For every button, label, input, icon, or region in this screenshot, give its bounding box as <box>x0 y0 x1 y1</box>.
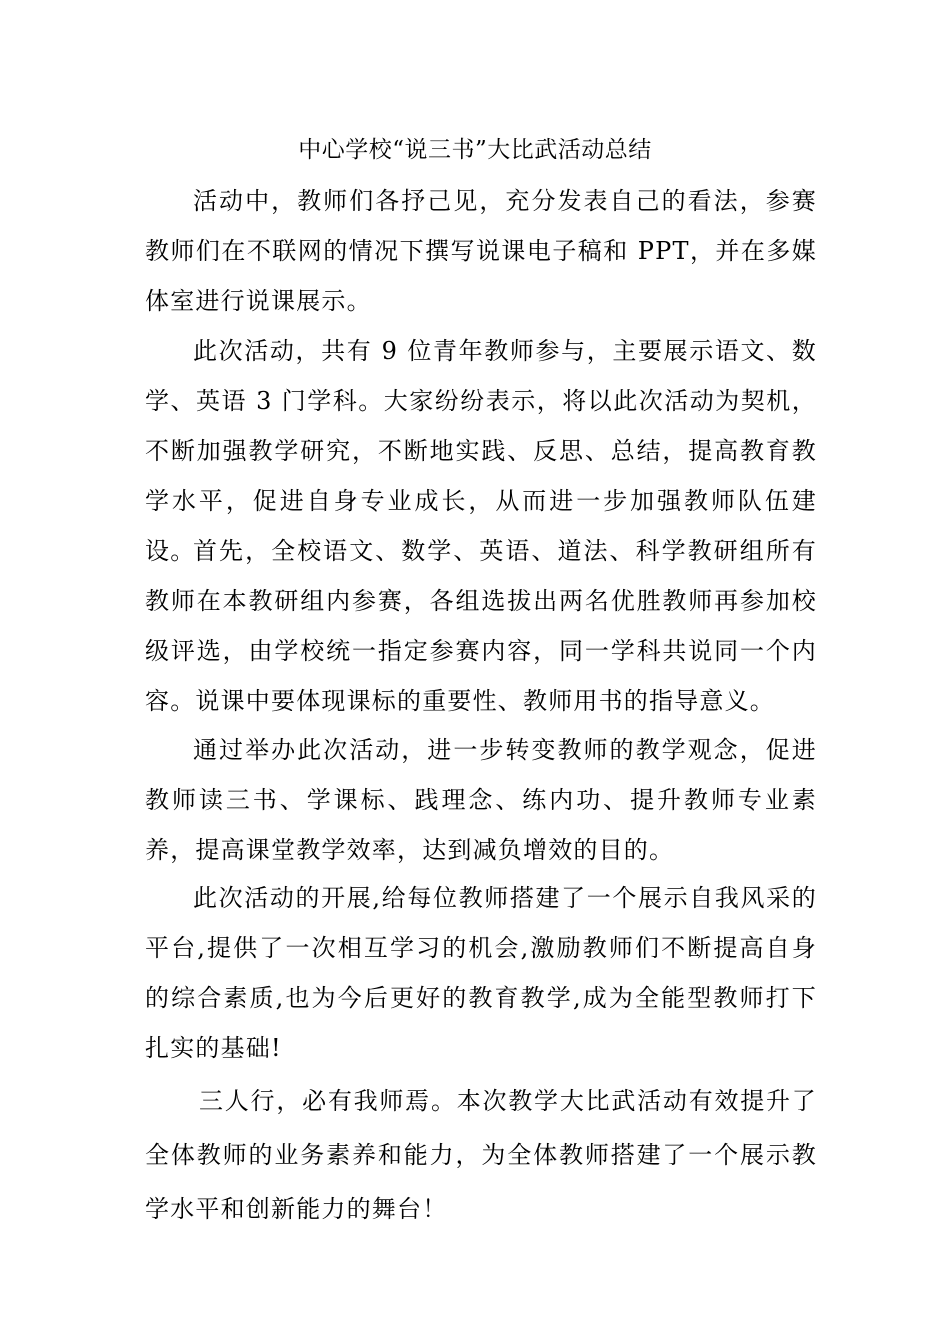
paragraph-participants: 此次活动，共有 9 位青年教师参与，主要展示语文、数学、英语 3 门学科。大家纷纷表示，将以此次活动为契机，不断加强教学研究，不断地实践、反思、总结，提高教育教学水平，促进自身专业成长，从而进一步加强教师队伍建设。 <box>145 337 817 565</box>
paragraph-conclusion: 三人行，必有我师焉。本次教学大比武活动有效提升了全体教师的业务素养和能力，为全体教师搭建了一个展示教学水平和创新能力的舞台！ <box>145 1087 817 1223</box>
paragraph-activity-benefit: 此次活动的开展,给每位教师搭建了一个展示自我风采的平台,提供了一次相互学习的机会,激励教师们不断提高自身的综合素质,也为今后更好的教育教学,成为全能型教师打下扎实的基础! <box>145 884 817 1062</box>
paragraph-activity-purpose: 通过举办此次活动，进一步转变教师的教学观念，促进教师读三书、学课标、践理念、练内功、提升教师专业素养，提高课堂教学效率，达到减负增效的目的。 <box>145 736 817 864</box>
document-title: 中心学校“说三书”大比武活动总结 <box>298 137 652 163</box>
paragraph-activity-discussion: 活动中，教师们各抒己见，充分发表自己的看法，参赛教师们在不联网的情况下撰写说课电子稿和 PPT，并在多媒体室进行说课展示。 <box>145 187 817 315</box>
paragraph-competition-process: 首先，全校语文、数学、英语、道法、科学教研组所有教师在本教研组内参赛，各组选拔出两名优胜教师再参加校级评选，由学校统一指定参赛内容，同一学科共说同一个内容。说课中要体现课标的重要性、教师用书的指导意义。 <box>145 537 817 715</box>
